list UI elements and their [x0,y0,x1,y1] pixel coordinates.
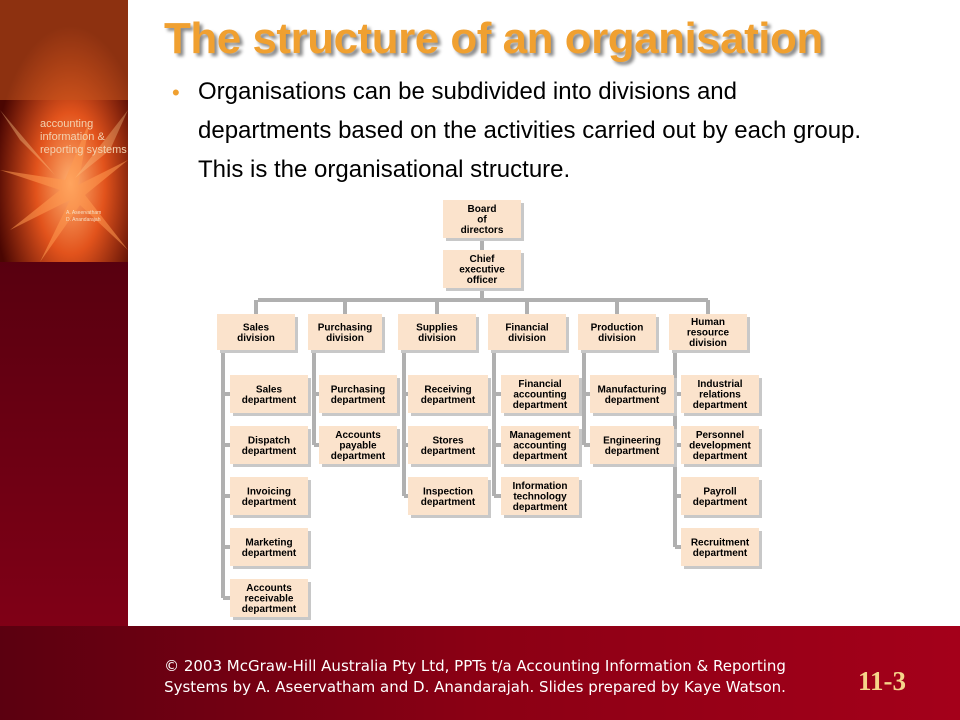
slide-title: The structure of an organisation [164,14,823,63]
department-box-label: Management [509,430,571,441]
department-box-label: Financial [518,379,562,390]
department-box-label: department [512,451,568,462]
department-box-label: Accounts [335,430,381,441]
department-box-label: Receiving [424,384,472,396]
department-box-label: Dispatch [247,435,291,447]
department-box-label: Manufacturing [597,384,667,396]
book-authors [66,210,101,224]
department-box-label: Inspection [422,486,474,498]
division-box-label: division [237,332,275,344]
department-box-label: department [330,394,386,406]
department-box-label: Marketing [245,537,293,549]
board-of-directors-box-label: Board [467,204,497,215]
division-box-label: Human [691,317,725,328]
department-box-label: department [241,496,297,508]
book-title-line: accounting [40,118,94,130]
department-box-label: department [692,496,748,508]
board-of-directors-box-label: directors [460,225,504,236]
department-box-label: accounting [513,440,567,452]
department-box-label: department [241,445,297,457]
department-box-label: department [420,496,476,508]
bullet-marker: • [172,80,180,105]
ceo-box-label: executive [459,264,505,276]
department-box-label: Purchasing [330,384,386,396]
book-title [40,118,127,157]
division-box-label: division [508,332,546,344]
division-box-label: Purchasing [317,322,373,334]
ceo-box-label: Chief [469,254,495,265]
division-box-label: resource [686,327,730,339]
department-box-label: Sales [255,384,283,396]
book-author-line: A. Aseervatham [66,210,102,216]
slide-number: 11-3 [858,666,907,696]
department-box-label: Recruitment [690,537,750,549]
book-title-line: reporting systems [40,144,127,156]
department-box-label: department [420,394,476,406]
division-box-label: Production [590,322,644,334]
department-box-label: department [512,400,568,411]
book-author-line: D. Anandarajah [66,217,101,223]
department-box-label: relations [699,389,741,401]
department-box-label: Payroll [703,486,737,498]
division-box-label: Financial [505,322,549,334]
division-box-label: division [689,338,727,349]
department-box-label: Stores [432,435,464,447]
department-box-label: Invoicing [247,486,291,498]
department-box-label: development [689,440,751,452]
division-box-label: division [418,332,456,344]
department-box-label: department [692,547,748,559]
department-box-label: Information [512,481,568,492]
department-box-label: department [241,394,297,406]
footer-copyright: © 2003 McGraw-Hill Australia Pty Ltd, PPTs t/a Accounting Information & Reporting Systems by A. Aseervatham and D. Anandarajah. Slides prepared by Kaye Watson. [164,657,786,696]
board-of-directors-box-label: of [477,214,487,226]
department-box-label: Engineering [603,435,661,447]
department-box-label: department [692,451,748,462]
department-box-label: department [692,400,748,411]
department-box-label: department [420,445,476,457]
department-box-label: accounting [513,389,567,401]
division-box-label: Supplies [416,322,458,334]
department-box-label: payable [339,440,377,452]
department-box-label: department [241,547,297,559]
division-box-label: division [598,332,636,344]
department-box-label: department [604,445,660,457]
org-chart [200,196,770,620]
department-box-label: Personnel [695,430,745,441]
book-title-line: information & [40,131,105,143]
department-box-label: receivable [244,593,294,605]
department-box-label: technology [513,491,567,503]
department-box-label: department [241,604,297,615]
ceo-box-label: officer [466,275,498,286]
department-box-label: department [330,451,386,462]
book-cover-image [0,0,128,262]
division-box-label: division [326,332,364,344]
department-box-label: Accounts [246,583,292,594]
department-box-label: Industrial [697,379,743,390]
department-box-label: department [512,502,568,513]
division-box-label: Sales [242,322,270,334]
department-box-label: department [604,394,660,406]
bullet-text: Organisations can be subdivided into divisions and departments based on the activities carried out by each group. This is the organisational structure. [198,78,862,183]
